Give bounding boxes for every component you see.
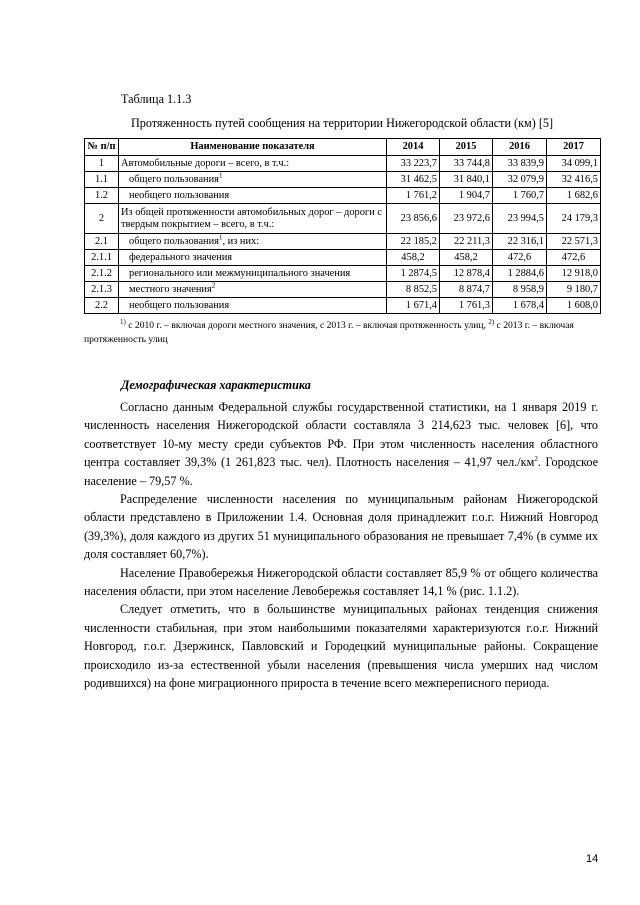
section-heading: Демографическая характеристика	[121, 378, 311, 392]
value-cell: 23 856,6	[387, 204, 440, 234]
indicator-name-text: общего пользования	[129, 173, 219, 185]
table-row	[85, 250, 601, 266]
table-row	[85, 234, 601, 250]
value-cell: 32 416,5	[547, 172, 601, 188]
table-title: Протяженность путей сообщения на территории Нижегородской области (км) [5]	[130, 116, 554, 130]
paragraph-text: . Городское население – 79,57 %.	[84, 455, 598, 488]
indicator-name-text: общего пользования	[129, 235, 219, 247]
indicator-name	[119, 204, 387, 234]
value-cell: 22 211,3	[440, 234, 493, 250]
value-cell: 1 608,0	[547, 298, 601, 314]
page-number: 14	[586, 853, 599, 865]
value-cell: 1 761,2	[387, 188, 440, 204]
indicator-name-text: необщего пользования	[129, 189, 230, 201]
indicator-name	[119, 266, 387, 282]
row-number: 2.1.1	[85, 250, 119, 266]
footnote-ref: 2	[211, 281, 216, 290]
row-number: 2.2	[85, 298, 119, 314]
footnote-marker: 1)	[120, 317, 126, 326]
value-cell: 22 316,1	[493, 234, 547, 250]
table-row	[85, 204, 601, 234]
indicator-name-text: необщего пользования	[129, 299, 230, 311]
value-cell: 1 678,4	[493, 298, 547, 314]
indicator-name-text: местного значения	[129, 283, 212, 295]
row-number: 1.2	[85, 188, 119, 204]
value-cell: 1 682,6	[547, 188, 601, 204]
value-cell: 34 099,1	[547, 156, 601, 172]
table-body	[85, 156, 601, 314]
indicator-name	[119, 250, 387, 266]
value-cell: 22 185,2	[387, 234, 440, 250]
superscript: 2	[534, 455, 538, 464]
header-cell: 2014	[387, 139, 440, 156]
footnote-ref: 1	[218, 233, 223, 242]
paragraph-text: Согласно данным Федеральной службы государственной статистики, на 1 января 2019 г. численность населения Нижегородской области составляла 3 214,623 тыс. человек [6], что соответствует 10-му месту среди субъектов РФ. При этом численность населения областного центра составляет 39,3% (1 261,823 тыс. чел). Плотность населения – 41,97 чел./км	[84, 400, 598, 470]
indicator-name-text: регионального или межмуниципального значения	[129, 267, 351, 279]
footnote-ref: 1	[218, 171, 223, 180]
value-cell: 12 878,4	[440, 266, 493, 282]
indicator-name	[119, 156, 387, 172]
value-cell: 8 852,5	[387, 282, 440, 298]
indicator-name	[119, 188, 387, 204]
value-cell: 8 958,9	[493, 282, 547, 298]
row-number: 1	[85, 156, 119, 172]
footnote-text: с 2013 г. – включая протяженность улиц	[84, 320, 574, 345]
value-cell: 24 179,3	[547, 204, 601, 234]
indicator-name-text: Из общей протяженности автомобильных дорог – дороги с твердым покрытием – всего, в т.ч.:	[121, 206, 382, 230]
value-cell: 472,6	[547, 250, 601, 266]
paragraph: Распределение численности населения по муниципальным районам Нижегородской области представлено в Приложении 1.4. Основная доля принадлежит г.о.г. Нижний Новгород (39,3%), доля каждого из других 51 муниципального образования не превышает 7,4% (в сумме их доля составляет 60,7%).	[84, 492, 598, 562]
table-footnote	[84, 319, 600, 347]
value-cell: 1 671,4	[387, 298, 440, 314]
value-cell: 1 2874,5	[387, 266, 440, 282]
row-number: 2.1	[85, 234, 119, 250]
value-cell: 33 744,8	[440, 156, 493, 172]
value-cell: 1 2884,6	[493, 266, 547, 282]
indicator-name	[119, 298, 387, 314]
indicator-name	[119, 172, 387, 188]
table-row	[85, 282, 601, 298]
table-row	[85, 266, 601, 282]
value-cell: 472,6	[493, 250, 547, 266]
value-cell: 32 079,9	[493, 172, 547, 188]
value-cell: 23 994,5	[493, 204, 547, 234]
body-text	[84, 398, 598, 693]
indicator-name-text: федерального значения	[129, 251, 233, 263]
indicator-name-suffix: , из них:	[222, 235, 260, 247]
header-cell: № п/п	[85, 139, 119, 156]
row-number: 2	[85, 204, 119, 234]
footnote-marker: 2)	[488, 317, 495, 326]
table-label: Таблица 1.1.3	[121, 92, 192, 106]
value-cell: 33 223,7	[387, 156, 440, 172]
paragraph: Следует отметить, что в большинстве муниципальных районах тенденция снижения численности стабильная, при этом наибольшими показателями характеризуются г.о.г. Нижний Новгород, г.о.г. Дзержинск, Павловский и Городецкий муниципальные районы. Сокращение происходило из-за естественной убыли населения (превышения числа умерших над числом родившихся) на фоне миграционного прироста в течение всего межпереписного периода.	[84, 602, 598, 691]
row-number: 2.1.2	[85, 266, 119, 282]
table-row	[85, 172, 601, 188]
indicator-name	[119, 282, 387, 298]
row-number: 1.1	[85, 172, 119, 188]
value-cell: 31 462,5	[387, 172, 440, 188]
value-cell: 8 874,7	[440, 282, 493, 298]
value-cell: 23 972,6	[440, 204, 493, 234]
table-row	[85, 298, 601, 314]
road-length-table	[84, 138, 601, 314]
value-cell: 12 918,0	[547, 266, 601, 282]
value-cell: 31 840,1	[440, 172, 493, 188]
paragraph: Население Правобережья Нижегородской области составляет 85,9 % от общего количества населения области, при этом население Левобережья составляет 14,1 % (рис. 1.1.2).	[84, 565, 598, 599]
header-cell: 2016	[493, 139, 547, 156]
table-row	[85, 188, 601, 204]
value-cell: 1 761,3	[440, 298, 493, 314]
value-cell: 1 904,7	[440, 188, 493, 204]
header-cell: 2017	[547, 139, 601, 156]
value-cell: 33 839,9	[493, 156, 547, 172]
indicator-name	[119, 234, 387, 250]
value-cell: 458,2	[440, 250, 493, 266]
value-cell: 1 760,7	[493, 188, 547, 204]
header-cell: 2015	[440, 139, 493, 156]
row-number: 2.1.3	[85, 282, 119, 298]
indicator-name-text: Автомобильные дороги – всего, в т.ч.:	[121, 157, 290, 169]
value-cell: 9 180,7	[547, 282, 601, 298]
header-cell: Наименование показателя	[119, 139, 387, 156]
value-cell: 458,2	[387, 250, 440, 266]
paragraph	[84, 398, 598, 490]
table-header-row	[85, 139, 601, 156]
value-cell: 22 571,3	[547, 234, 601, 250]
footnote-text: с 2010 г. – включая дороги местного значения, с 2013 г. – включая протяженность улиц,	[125, 320, 489, 331]
table-row	[85, 156, 601, 172]
